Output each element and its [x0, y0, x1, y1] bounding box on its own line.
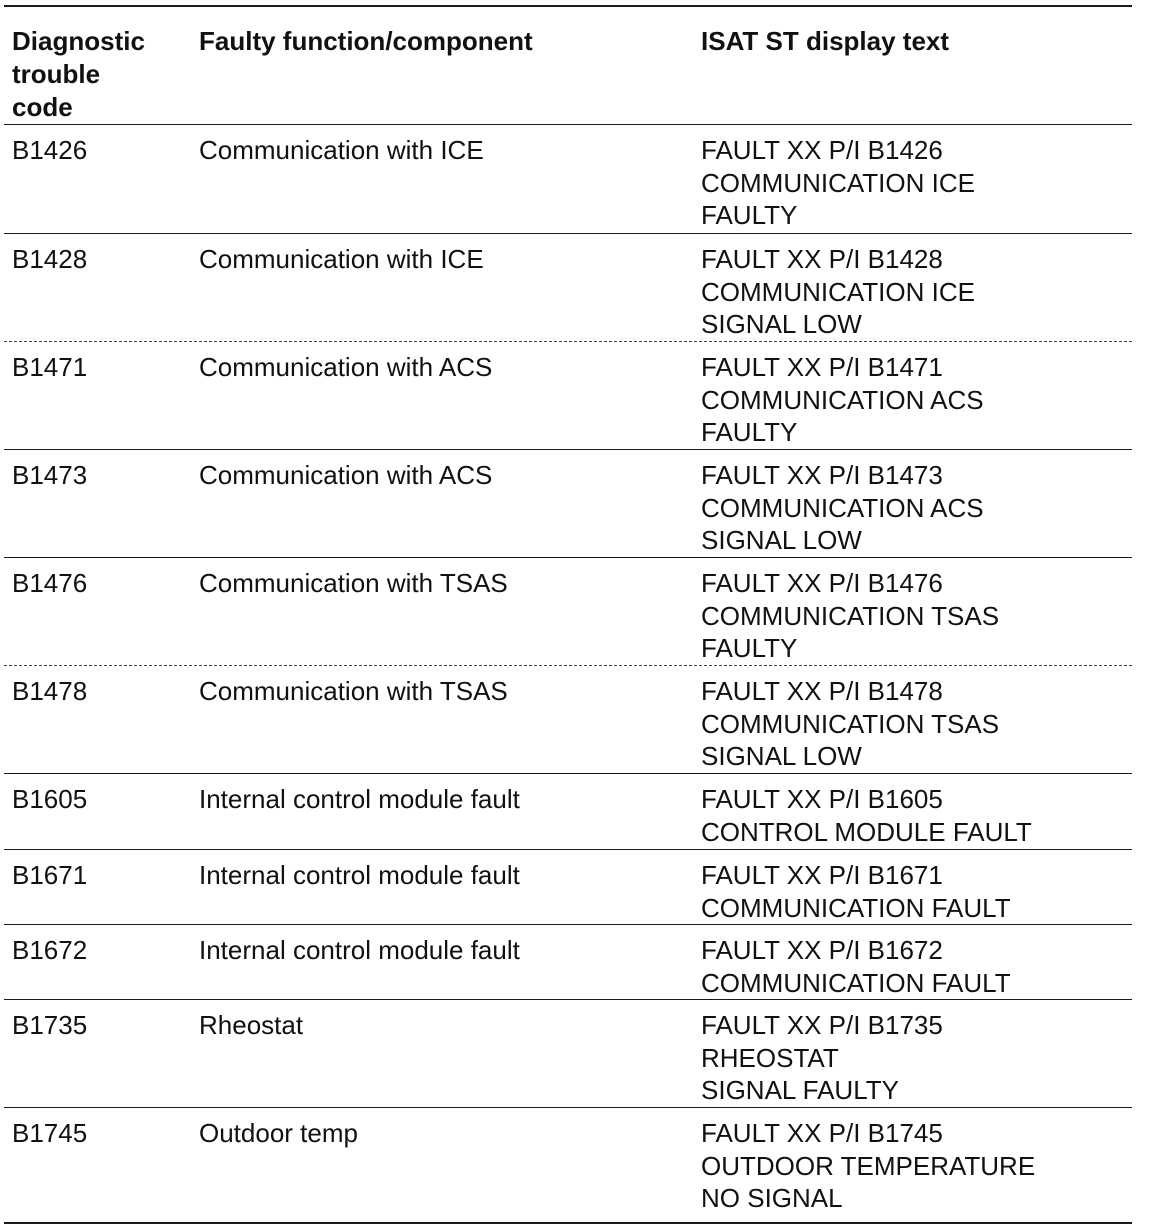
cell-trouble-code: B1605 — [12, 784, 88, 814]
display-text-line: FAULT XX P/I B1473 — [701, 460, 943, 490]
display-text-line: RHEOSTAT — [701, 1042, 839, 1073]
display-text-line: FAULT XX P/I B1605 — [701, 784, 943, 814]
table-row — [0, 124, 1152, 233]
cell-faulty-function: Internal control module fault — [199, 935, 520, 965]
cell-trouble-code: B1426 — [12, 135, 88, 165]
cell-trouble-code: B1476 — [12, 568, 88, 598]
cell-trouble-code: B1473 — [12, 460, 88, 490]
cell-faulty-function: Internal control module fault — [199, 860, 520, 890]
cell-faulty-function: Communication with ICE — [199, 135, 484, 165]
cell-display-text — [701, 134, 975, 232]
row-divider — [4, 449, 1132, 450]
display-text-line: FAULT XX P/I B1476 — [701, 568, 943, 598]
cell-faulty-function: Communication with TSAS — [199, 568, 508, 598]
cell-display-text — [701, 243, 975, 341]
table-body — [0, 124, 1152, 1224]
row-divider — [4, 1107, 1132, 1108]
display-text-line: SIGNAL LOW — [701, 309, 862, 339]
cell-display-text — [701, 934, 1011, 999]
cell-trouble-code: B1428 — [12, 244, 88, 274]
cell-display-text — [701, 351, 984, 449]
display-text-line: NO SIGNAL — [701, 1183, 843, 1213]
cell-faulty-function: Rheostat — [199, 1010, 304, 1040]
cell-display-text — [701, 783, 1032, 848]
display-text-line: FAULTY — [701, 200, 798, 230]
display-text-line: FAULTY — [701, 633, 798, 663]
cell-faulty-function: Internal control module fault — [199, 784, 520, 814]
display-text-line: FAULT XX P/I B1426 — [701, 135, 943, 165]
cell-trouble-code: B1672 — [12, 935, 88, 965]
cell-trouble-code: B1671 — [12, 860, 88, 890]
cell-trouble-code: B1735 — [12, 1010, 88, 1040]
table-row — [0, 773, 1152, 849]
row-divider — [4, 924, 1132, 925]
table-row — [0, 1107, 1152, 1224]
row-divider — [4, 233, 1132, 234]
cell-faulty-function: Communication with TSAS — [199, 676, 508, 706]
cell-faulty-function: Communication with ICE — [199, 244, 484, 274]
row-divider — [4, 999, 1132, 1000]
display-text-line: FAULT XX P/I B1671 — [701, 860, 943, 890]
cell-faulty-function: Communication with ACS — [199, 352, 493, 382]
table-row — [0, 924, 1152, 999]
cell-display-text — [701, 675, 999, 773]
table-row — [0, 557, 1152, 665]
table-row — [0, 849, 1152, 924]
display-text-line: SIGNAL LOW — [701, 525, 862, 555]
display-text-line: FAULT XX P/I B1478 — [701, 676, 943, 706]
cell-display-text — [701, 1009, 943, 1107]
display-text-line: OUTDOOR TEMPERATURE — [701, 1150, 1036, 1181]
cell-trouble-code: B1478 — [12, 676, 88, 706]
cell-trouble-code: B1745 — [12, 1118, 88, 1148]
cell-faulty-function: Outdoor temp — [199, 1118, 358, 1148]
display-text-line: COMMUNICATION ACS — [701, 492, 984, 523]
display-text-line: FAULT XX P/I B1471 — [701, 352, 943, 382]
display-text-line: FAULT XX P/I B1672 — [701, 935, 943, 965]
display-text-line: FAULT XX P/I B1735 — [701, 1010, 943, 1040]
display-text-line: COMMUNICATION TSAS — [701, 708, 1000, 739]
row-divider — [4, 341, 1132, 342]
row-divider — [4, 773, 1132, 774]
display-text-line: SIGNAL FAULTY — [701, 1075, 899, 1105]
row-divider — [4, 665, 1132, 666]
display-text-line: COMMUNICATION FAULT — [701, 967, 1011, 998]
display-text-line: FAULT XX P/I B1745 — [701, 1118, 943, 1148]
display-text-line: COMMUNICATION FAULT — [701, 892, 1011, 923]
row-divider — [4, 557, 1132, 558]
display-text-line: SIGNAL LOW — [701, 741, 862, 771]
cell-faulty-function: Communication with ACS — [199, 460, 493, 490]
table-row — [0, 999, 1152, 1107]
table-row — [0, 341, 1152, 449]
display-text-line: FAULTY — [701, 417, 798, 447]
table-row — [0, 665, 1152, 773]
header-diagnostic-trouble-code: Diagnostic trouble code — [12, 26, 145, 122]
table-bottom-rule — [4, 1222, 1132, 1224]
table-header — [0, 0, 1152, 126]
cell-display-text — [701, 859, 1011, 924]
header-faulty-function: Faulty function/component — [199, 26, 533, 56]
table-row — [0, 449, 1152, 557]
row-divider — [4, 124, 1132, 125]
header-display-text: ISAT ST display text — [701, 26, 950, 56]
cell-trouble-code: B1471 — [12, 352, 88, 382]
table-row — [0, 233, 1152, 341]
row-divider — [4, 849, 1132, 850]
display-text-line: COMMUNICATION ICE — [701, 276, 975, 307]
display-text-line: FAULT XX P/I B1428 — [701, 244, 943, 274]
cell-display-text — [701, 567, 999, 665]
display-text-line: COMMUNICATION TSAS — [701, 600, 1000, 631]
cell-display-text — [701, 459, 984, 557]
display-text-line: COMMUNICATION ICE — [701, 167, 975, 198]
display-text-line: CONTROL MODULE FAULT — [701, 816, 1032, 847]
cell-display-text — [701, 1117, 1035, 1215]
display-text-line: COMMUNICATION ACS — [701, 384, 984, 415]
